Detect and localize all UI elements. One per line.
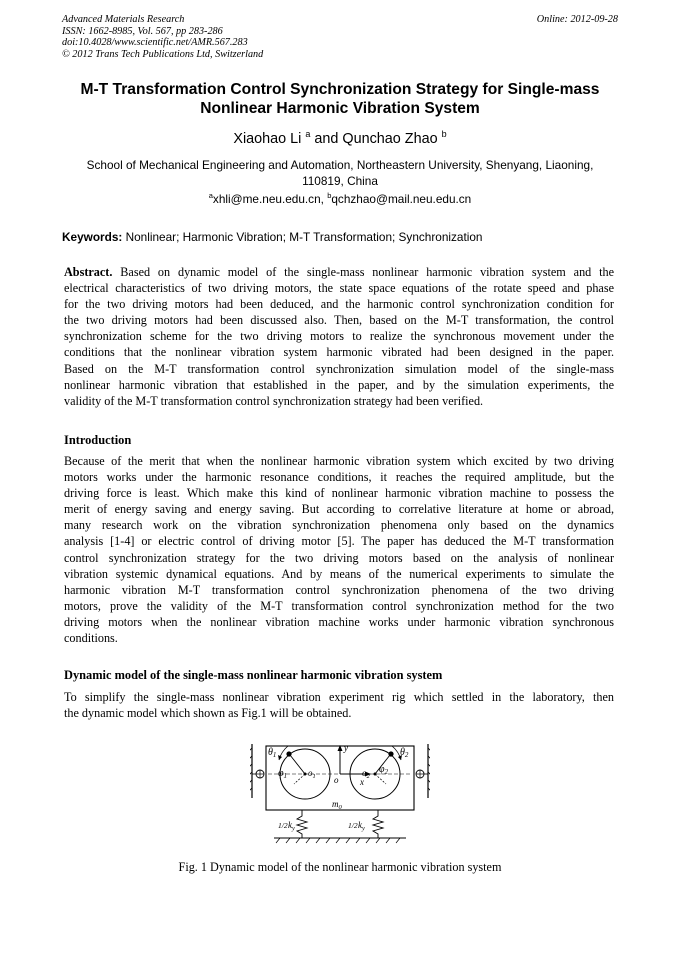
intro-line: many research work on the vibration synchronization phenomena only based on the dynamics: [64, 518, 614, 533]
abstract-line: Based on dynamic model of the single-mass nonlinear harmonic vibration system and the: [120, 265, 615, 279]
issn-line: ISSN: 1662-8985, Vol. 567, pp 283-286: [62, 25, 223, 37]
abstract-line: Based on the M-T transformation control synchronization simulation model of the single-mass: [64, 361, 614, 376]
affiliation-line-1: School of Mechanical Engineering and Automation, Northeastern University, Shenyang, Liaoning,: [86, 158, 594, 172]
copyright-line: © 2012 Trans Tech Publications Ltd, Switzerland: [62, 48, 264, 60]
phi2-label: $\varphi_2$: [379, 764, 389, 776]
author-2: Qunchao Zhao: [342, 131, 438, 147]
intro-line: vibration systemic dynamical equations. And by means of the numerical experiments to simulate the: [64, 566, 614, 581]
intro-line: Because of the merit that when the nonlinear harmonic vibration system which excited by two driving: [64, 454, 614, 468]
o1-label: $o_1$: [308, 768, 316, 780]
dynamic-model-diagram: [250, 738, 430, 846]
abstract-label: Abstract.: [64, 265, 113, 279]
intro-line: motors works under the harmonic resonance conditions, it reaches the required amplitude, but the: [64, 470, 614, 485]
abstract-line: nonlinear harmonic vibration that established in the paper, and by the simulation experiments, the: [64, 377, 614, 392]
author-emails: [62, 191, 618, 207]
journal-name: Advanced Materials Research: [62, 14, 185, 25]
right-spring-fraction: 1/2: [348, 821, 358, 830]
right-spring-stiffness: $k_y$: [358, 820, 365, 832]
affiliation: [62, 157, 618, 189]
affiliation-line-2: 110819, China: [302, 174, 378, 188]
abstract-line: the two driving motors had been discussed also. Then, based on the M-T transformation, the control: [64, 313, 614, 328]
section-heading-dynamic-model: Dynamic model of the single-mass nonlinear harmonic vibration system: [64, 668, 443, 682]
left-spring: [297, 810, 307, 838]
intro-line: driving motors when the nonlinear vibration machine works under harmonic vibration synchronous: [64, 614, 614, 629]
title-line-2: Nonlinear Harmonic Vibration System: [200, 100, 480, 117]
mass-label: $m_0$: [332, 799, 342, 811]
author-list: [62, 130, 618, 148]
intro-line: motors, prove the validity of the M-T transformation control synchronization method for the two: [64, 598, 614, 613]
intro-line: merit of energy saving and energy saving. But according to correlative literature at home or abroad,: [64, 502, 614, 517]
dynamic-line: To simplify the single-mass nonlinear vibration experiment rig which settled in the laboratory, then: [64, 690, 614, 704]
x-axis-label: x: [360, 777, 364, 787]
figure-1-caption: Fig. 1 Dynamic model of the nonlinear harmonic vibration system: [178, 860, 502, 874]
abstract-line: conditions that the nonlinear vibration system harmonic vibrated had been designed in the paper.: [64, 345, 614, 360]
section-heading-introduction: Introduction: [64, 433, 132, 447]
email-b-mark: b: [327, 191, 332, 200]
email-a[interactable]: xhli@me.neu.edu.cn,: [212, 192, 324, 206]
online-date: Online: 2012-09-28: [536, 14, 618, 25]
authors-and: and: [314, 131, 339, 147]
introduction-paragraph: [64, 453, 614, 646]
origin-label: o: [334, 775, 339, 785]
abstract-line: for the two driving motors had been deduced, and the harmonic control synchronization condition for: [64, 297, 614, 312]
author-1-mark: a: [305, 129, 311, 139]
keywords-label: Keywords:: [62, 230, 123, 244]
dynamic-line: the dynamic model which shown as Fig.1 will be obtained.: [64, 706, 352, 721]
intro-line: analysis [1-4] or electric control of driving motor [5]. The paper has deduced the M-T transformation: [64, 534, 614, 549]
abstract-line: electrical characteristics of two driving motors, the state space equations of the rotate speed and phase: [64, 281, 614, 296]
author-2-mark: b: [441, 129, 447, 139]
figure-1: [250, 738, 430, 846]
theta1-label: $\theta_1$: [268, 747, 277, 759]
journal-header: [62, 14, 618, 60]
intro-line: harmonic vibration M-T transformation control synchronization phenomena of the two driving: [64, 582, 614, 597]
title-line-1: M-T Transformation Control Synchronization Strategy for Single-mass: [80, 81, 600, 98]
paper-title: [62, 80, 618, 118]
keywords: [62, 229, 618, 245]
keywords-text: Nonlinear; Harmonic Vibration; M-T Transformation; Synchronization: [125, 230, 483, 244]
abstract: [64, 264, 614, 409]
left-spring-stiffness: $k_y$: [288, 820, 295, 832]
intro-line: conditions.: [64, 631, 118, 646]
author-1: Xiaohao Li: [233, 131, 302, 147]
dynamic-model-paragraph: [64, 689, 614, 721]
theta2-label: $\theta_2$: [400, 747, 409, 759]
phi1-label: $\varphi_1$: [278, 768, 288, 780]
intro-line: control synchronization strategy for the two driving motors based on the analysis of nonlinear: [64, 550, 614, 565]
right-spring: [373, 810, 383, 838]
y-axis-label: y: [344, 743, 348, 753]
left-spring-fraction: 1/2: [278, 821, 288, 830]
abstract-line: validity of the M-T transformation control synchronization strategy had been verified.: [64, 393, 484, 408]
ground-hatching: [276, 838, 400, 843]
intro-line: driving force is least. Which make this kind of nonlinear harmonic vibration machine to possess the: [64, 486, 614, 501]
abstract-line: synchronization scheme for the two driving motors to realize the synchronous movement under the: [64, 329, 614, 344]
left-eccentric-mass: [286, 751, 291, 756]
right-eccentric-mass: [388, 751, 393, 756]
doi-line: doi:10.4028/www.scientific.net/AMR.567.283: [62, 37, 248, 49]
email-b[interactable]: qchzhao@mail.neu.edu.cn: [331, 192, 472, 206]
o2-label: $o_2$: [362, 768, 370, 780]
email-a-mark: a: [208, 191, 213, 200]
